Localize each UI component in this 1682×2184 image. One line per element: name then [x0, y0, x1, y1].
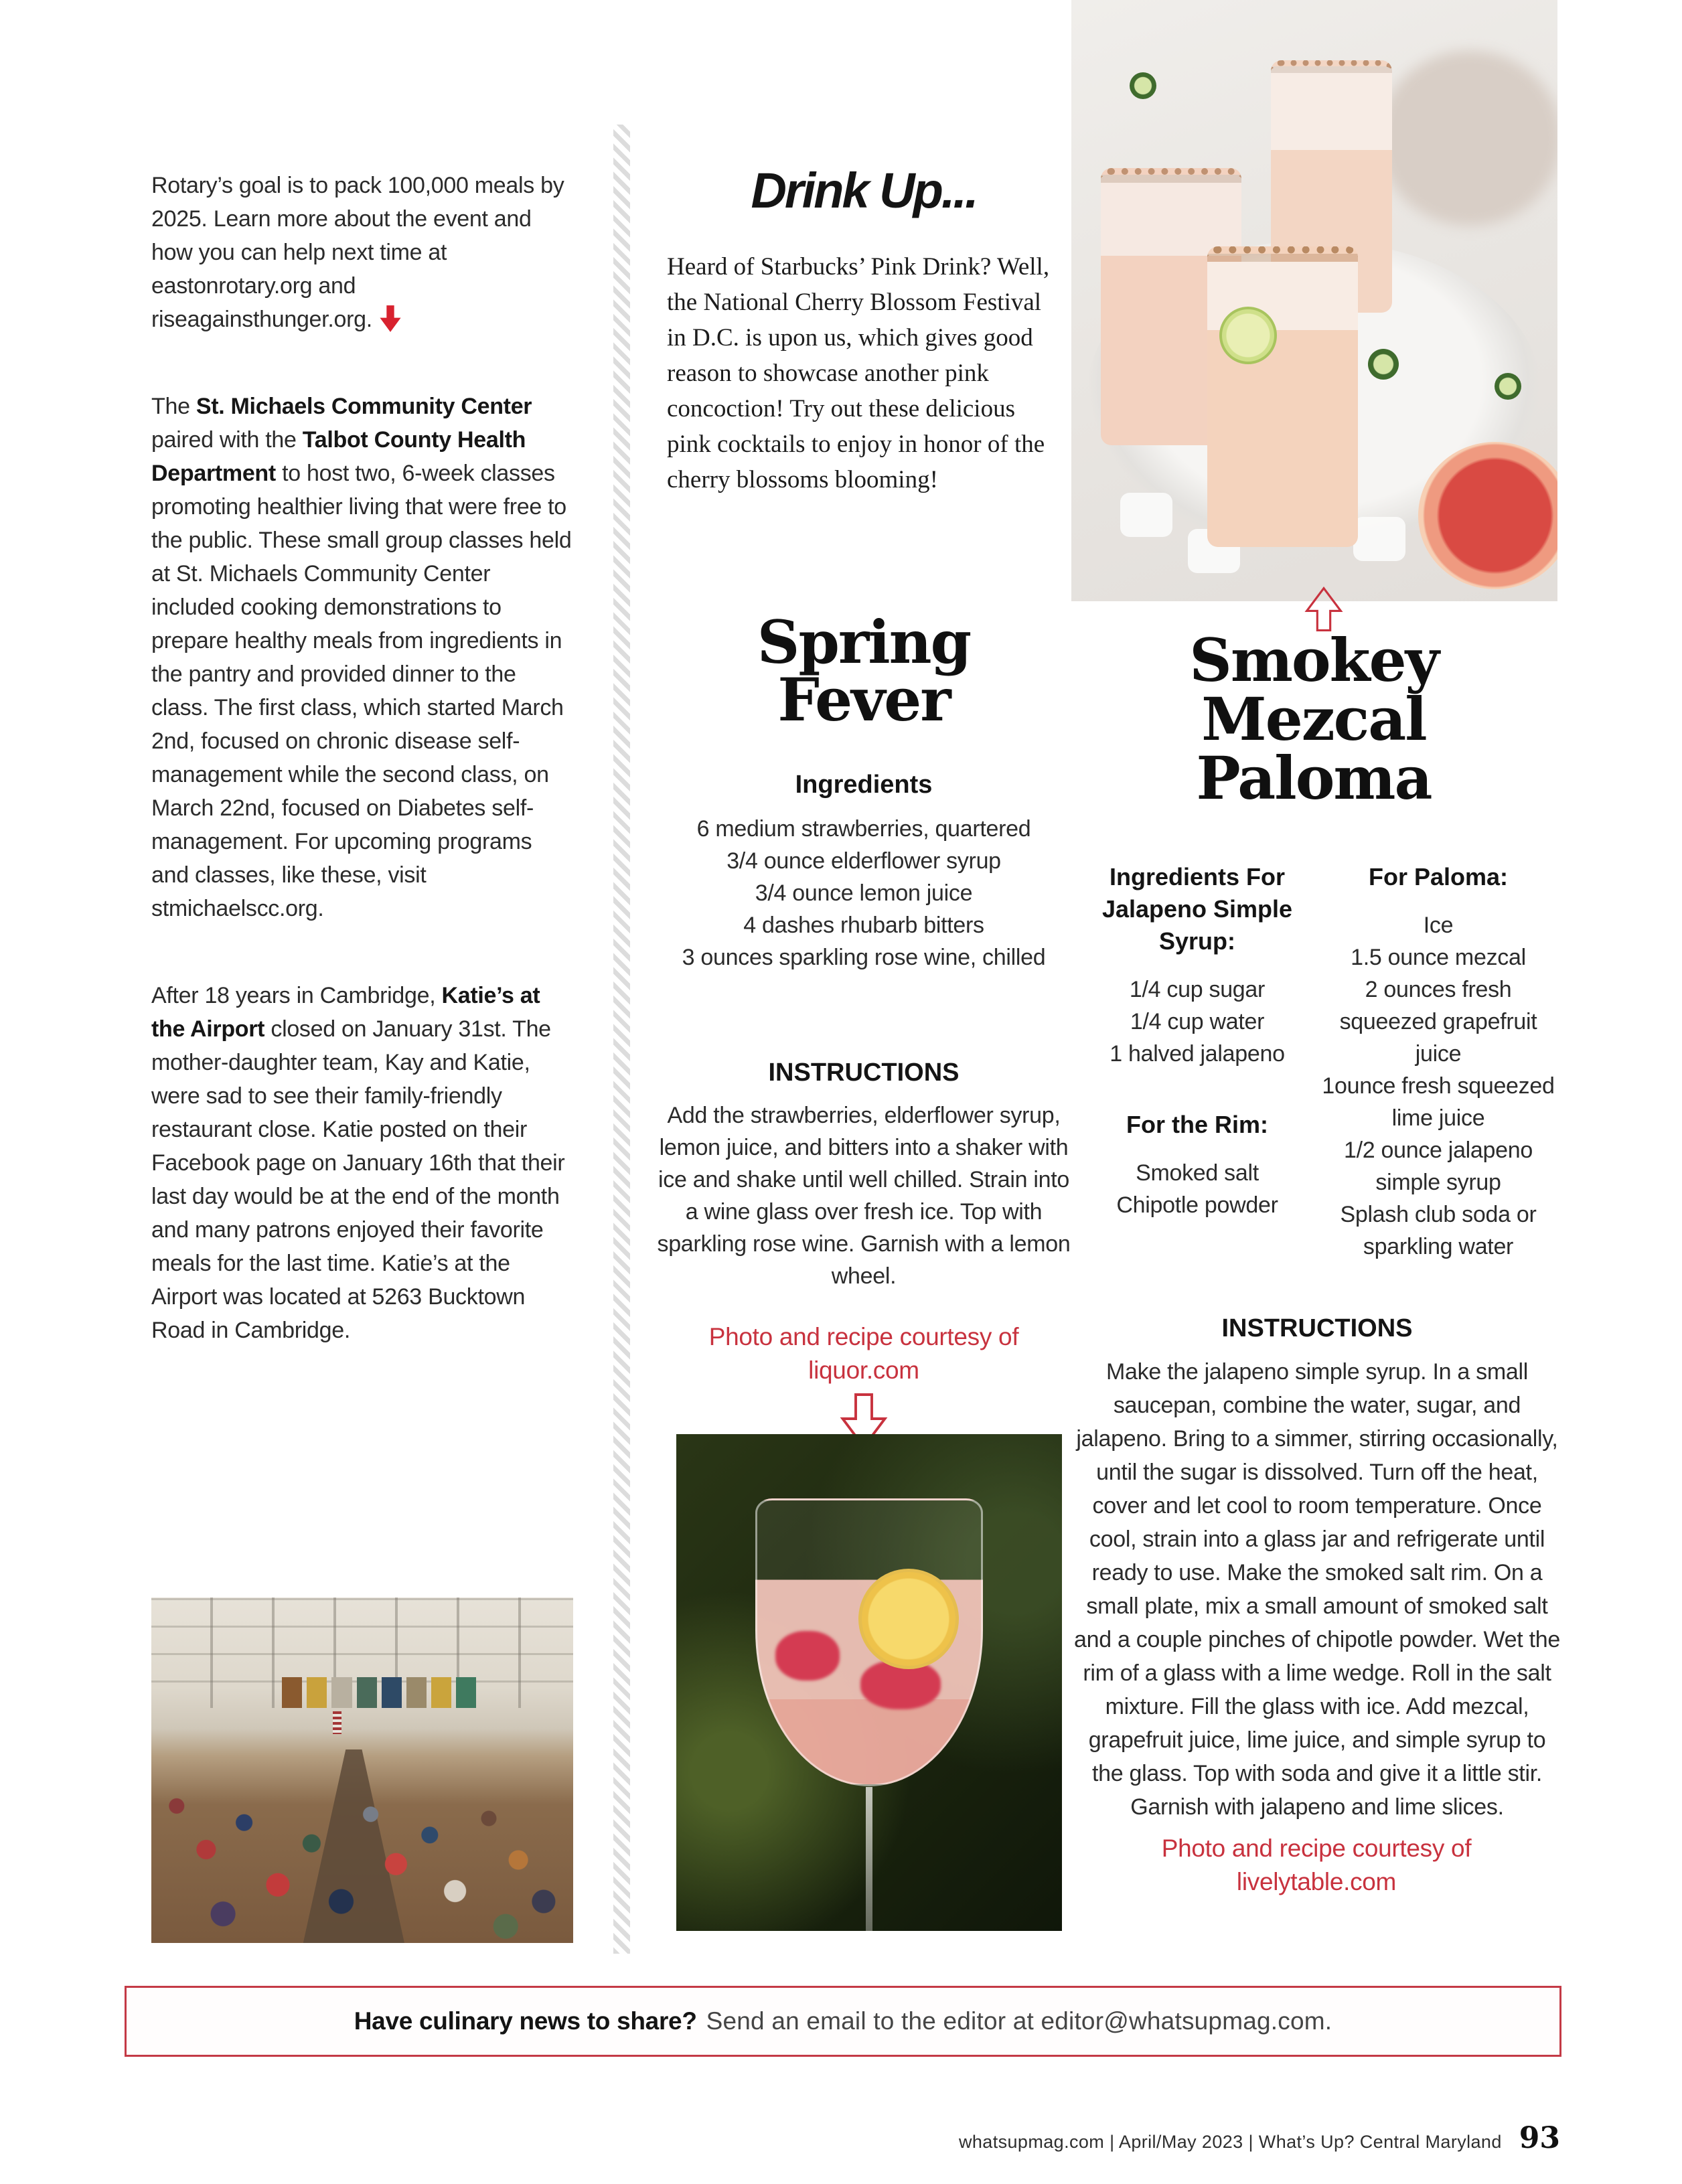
spring-fever-title [663, 607, 1065, 734]
wine-glass-stem [866, 1787, 872, 1931]
ingredient-item: Smoked salt [1136, 1160, 1259, 1186]
jalapeno-slice [1495, 373, 1521, 400]
rotary-paragraph [151, 169, 573, 336]
footer-text: whatsupmag.com | April/May 2023 | What’s Up? Central Maryland [958, 2132, 1502, 2152]
community-hall-photo [151, 1597, 573, 1943]
outline-up-arrow-icon [1304, 580, 1343, 639]
poster [431, 1677, 451, 1708]
stmichaels-text-rest: to host two, 6-week classes promoting healthier living that were free to the public. These small group classes held at St. Michaels Community Center included cooking demonstrations to prepare healthy meals from ingredients in the pantry and provided dinner to the class. The first class, which started March 2nd, focused on chronic disease self-management while the second class, on March 22nd, focused on Diabetes self-management. For upcoming programs and classes, like these, visit stmichaelscc.org. [151, 461, 572, 921]
ingredient-item: 1/4 cup sugar [1129, 977, 1266, 1002]
spring-fever-title-line2: Fever [777, 665, 950, 734]
ingredient-item: 4 dashes rhubarb bitters [743, 913, 984, 938]
stmichaels-text-lead: The [151, 394, 196, 419]
ingredient-item: 2 ounces fresh squeezed grapefruit juice [1339, 977, 1537, 1067]
instructions-text: Add the strawberries, elderflower syrup, lemon juice, and bitters into a shaker with ice and shake until well chilled. Strain into a wine glass over fresh ice. Top with sparkling rose wine. Garnish with a lemon wheel. [657, 1103, 1071, 1289]
ice-cube [1353, 517, 1405, 561]
ingredients-list [663, 813, 1065, 973]
rotary-paragraph-text: Rotary’s goal is to pack 100,000 meals by 2025. Learn more about the event and how you can help next time at eastonrotary.org and riseagainsthunger.org. [151, 173, 564, 332]
stmichaels-bold-health-dept: Talbot County Health Department [151, 427, 526, 486]
poster [307, 1677, 327, 1708]
poster [406, 1677, 427, 1708]
page-number: 93 [1519, 2121, 1560, 2155]
instructions-text-right: Make the jalapeno simple syrup. In a small saucepan, combine the water, sugar, and jalapeno. Bring to a simmer, stirring occasionally, until the sugar is dissolved. Turn off the heat, cover and let cool to room temperature. Once cool, strain into a glass jar and refrigerate until ready to use. Make the smoked salt rim. On a small plate, mix a small amount of smoked salt and a couple pinches of chipotle powder. Wet the rim of a glass with a lime wedge. Roll in the salt mixture. Fill the glass with ice. Add mezcal, grapefruit juice, lime juice, and simple syrup to the glass. Top with soda and give it a little stir. Garnish with jalapeno and lime slices. [1074, 1359, 1560, 1820]
jalapeno-syrup-heading: Ingredients For Jalapeno Simple Syrup: [1101, 863, 1293, 955]
katies-bold-name: Katie’s at the Airport [151, 983, 540, 1042]
banner-regular-text: Send an email to the editor at editor@whatsupmag.com. [706, 2007, 1332, 2035]
jalapeno-slice [1130, 72, 1156, 99]
smokey-title-line3: Paloma [1196, 743, 1432, 813]
blurred-dish [1363, 36, 1557, 240]
smokey-mezcal-paloma-title [1085, 625, 1543, 813]
column-divider-hatch [613, 125, 630, 1954]
smokey-title-line1: Smokey [1189, 625, 1438, 695]
ingredient-item: 3 ounces sparkling rose wine, chilled [682, 945, 1046, 970]
photo-credit-livelytable: Photo and recipe courtesy of livelytable.com [1161, 1835, 1472, 1895]
ingredient-item: Chipotle powder [1116, 1192, 1278, 1218]
smokey-title-line2: Mezcal [1201, 684, 1426, 754]
hall-posters [282, 1677, 476, 1708]
photo-credit-liquor: Photo and recipe courtesy of liquor.com [708, 1323, 1019, 1384]
ingredient-item: 1 halved jalapeno [1110, 1041, 1285, 1067]
katies-text-rest: closed on January 31st. The mother-daughter team, Kay and Katie, were sad to see their family-friendly restaurant close. Katie posted on their Facebook page on January 16th that their last day would be at the end of the month and many patrons enjoyed their favorite meals for the last time. Katie’s at the Airport was located at 5263 Bucktown Road in Cambridge. [151, 1016, 565, 1343]
paloma-cocktails-photo [1071, 0, 1557, 601]
lime-wheel [1219, 307, 1277, 364]
ingredient-item: Ice [1423, 913, 1454, 938]
poster [357, 1677, 377, 1708]
stmichaels-paragraph [151, 390, 573, 925]
ice-cube [1120, 493, 1172, 537]
ingredient-item: Splash club soda or sparkling water [1340, 1202, 1537, 1259]
banner-bold-text: Have culinary news to share? [354, 2007, 697, 2035]
poster [382, 1677, 402, 1708]
poster [331, 1677, 352, 1708]
paloma-ingredients-section [1094, 861, 1559, 1263]
syrup-and-rim-column [1094, 861, 1300, 1263]
rim-heading: For the Rim: [1126, 1111, 1268, 1138]
stmichaels-bold-community-center: St. Michaels Community Center [196, 394, 532, 419]
katies-paragraph [151, 979, 573, 1347]
crowd-of-people [151, 1735, 573, 1943]
strawberry [775, 1631, 840, 1681]
wine-glass-bowl [755, 1498, 983, 1786]
spring-fever-title-line1: Spring [757, 607, 971, 677]
cocktail-glass [1207, 246, 1358, 547]
ingredient-item: 3/4 ounce lemon juice [755, 880, 973, 906]
instructions-heading: INSTRUCTIONS [768, 1059, 960, 1087]
ingredient-item: 6 medium strawberries, quartered [696, 816, 1031, 842]
ingredients-heading: Ingredients [795, 771, 933, 799]
lemon-wheel [858, 1569, 959, 1669]
stmichaels-text-mid: paired with the [151, 427, 303, 453]
solid-down-arrow-icon [379, 305, 402, 332]
page-footer [959, 2121, 1560, 2155]
paloma-column [1318, 861, 1559, 1263]
poster [456, 1677, 476, 1708]
ingredient-item: 1.5 ounce mezcal [1351, 945, 1526, 970]
spring-fever-cocktail-photo [676, 1434, 1062, 1931]
poster [282, 1677, 302, 1708]
grapefruit-half [1418, 442, 1557, 589]
ingredient-item: 1/4 cup water [1130, 1009, 1265, 1034]
jalapeno-slice [1368, 349, 1399, 380]
culinary-news-banner [125, 1986, 1561, 2057]
drink-up-intro: Heard of Starbucks’ Pink Drink? Well, the National Cherry Blossom Festival in D.C. is upon us, which gives good reason to showcase another pink concoction! Try out these delicious pink cocktails to enjoy in honor of the cherry blossoms blooming! [667, 253, 1050, 493]
american-flag [333, 1711, 341, 1734]
paloma-heading: For Paloma: [1368, 863, 1509, 890]
instructions-heading-right: INSTRUCTIONS [1221, 1314, 1413, 1342]
ingredient-item: 3/4 ounce elderflower syrup [727, 848, 1001, 874]
katies-text-lead: After 18 years in Cambridge, [151, 983, 442, 1008]
ingredient-item: 1/2 ounce jalapeno simple syrup [1344, 1138, 1533, 1195]
ingredient-item: 1ounce fresh squeezed lime juice [1322, 1073, 1555, 1131]
left-column [151, 169, 573, 1401]
drink-up-title: Drink Up... [751, 163, 977, 218]
